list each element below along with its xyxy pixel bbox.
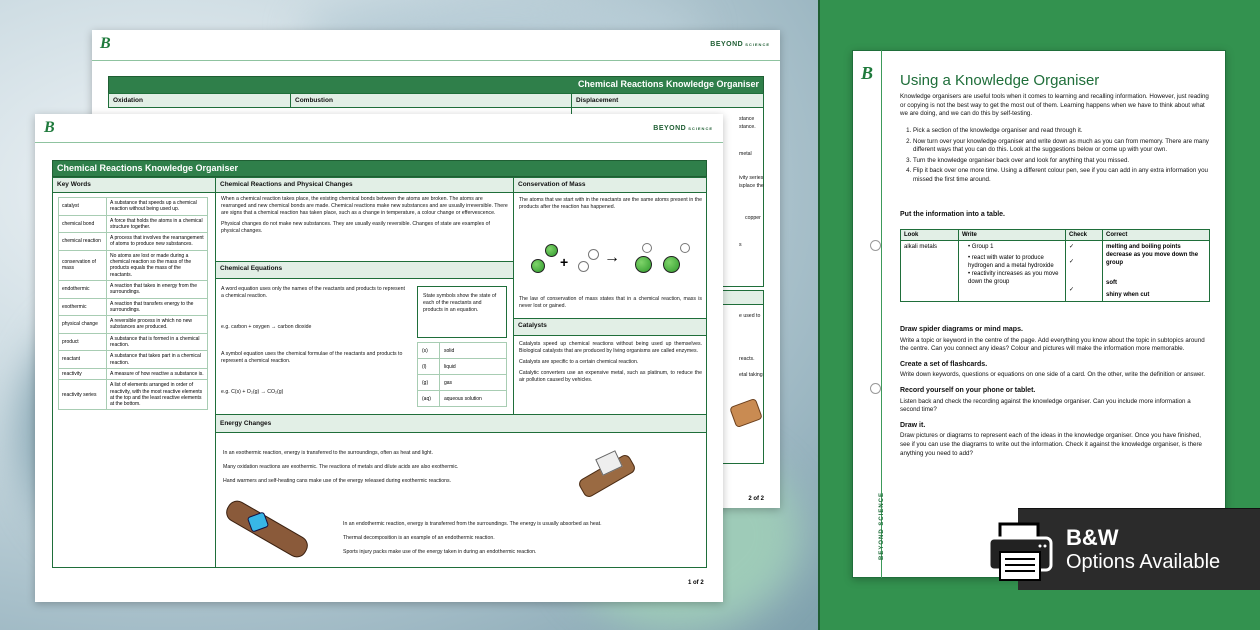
key-word-term: physical change	[59, 316, 107, 334]
key-word-term: exothermic	[59, 298, 107, 316]
key-word-term: product	[59, 333, 107, 351]
tip	[900, 387, 1212, 415]
key-word-definition: A reaction that takes in energy from the surroundings.	[107, 280, 208, 298]
key-words-heading: Key Words	[52, 177, 216, 193]
word-equation-example: e.g. carbon + oxygen → carbon dioxide	[221, 324, 312, 330]
key-word-term: endothermic	[59, 280, 107, 298]
state-symbol: (aq)	[418, 391, 440, 407]
column-header: Check	[1066, 230, 1103, 241]
tip	[900, 422, 1212, 458]
write-item: reactivity increases as you move down the group	[968, 271, 1059, 285]
conservation-text: The atoms that we start with in the reactants are the same atoms present in the products after the reaction has happened.	[519, 197, 702, 210]
key-word-term: chemical reaction	[59, 233, 107, 251]
key-word-term: catalyst	[59, 198, 107, 216]
key-word-definition: A process that involves the rearrangement of atoms to produce new substances.	[107, 233, 208, 251]
tip	[900, 326, 1212, 354]
reactions-text	[221, 196, 509, 239]
catalysts-text	[519, 341, 702, 388]
key-word-definition: A reaction that transfers energy to the surroundings.	[107, 298, 208, 316]
endo-line: Sports injury packs make use of the energy taken in during an endothermic reaction.	[343, 549, 537, 555]
text-fragment: s	[739, 242, 742, 248]
guide-tips	[900, 326, 1212, 465]
arrow: →	[604, 249, 620, 266]
combustion-heading: Combustion	[290, 93, 572, 108]
key-word-definition: A substance that is formed in a chemical reaction.	[107, 333, 208, 351]
hand-warmer-illustration	[578, 448, 638, 493]
front-title-bar: Chemical Reactions Knowledge Organiser	[52, 160, 707, 177]
table-heading: Put the information into a table.	[900, 211, 1005, 218]
check-cell	[1066, 241, 1103, 302]
badge-title: B&W	[1066, 525, 1119, 550]
reactions-heading: Chemical Reactions and Physical Changes	[215, 177, 514, 193]
state-symbol-row	[418, 375, 507, 391]
text-fragment: e used to	[739, 313, 761, 319]
physical-changes-paragraph: Physical changes do not make new substances. They are usually easily reversible. Changes of state are examples of physical changes.	[221, 221, 490, 234]
key-word-row	[59, 215, 208, 233]
plus-sign: +	[560, 254, 569, 270]
step-item: 2. Now turn over your knowledge organiser and write down as much as you can from memory. There are many different ways that you can do this. Look at the suggestions below or come up with your own.	[913, 138, 1210, 155]
page-number: 2 of 2	[748, 496, 764, 502]
look-cell: alkali metals	[901, 241, 959, 302]
symbol-equation-example: e.g. C(s) + O₂(g) → CO₂(g)	[221, 389, 284, 395]
key-word-row	[59, 351, 208, 369]
write-item: Group 1	[971, 244, 994, 250]
key-word-definition: A force that holds the atoms in a chemical structure together.	[107, 215, 208, 233]
key-word-definition: A measure of how reactive a substance is.	[107, 368, 208, 379]
exo-line: In an exothermic reaction, energy is transferred to the surroundings, often as heat and light.	[223, 450, 433, 456]
exo-line: Many oxidation reactions are exothermic. The reactions of metals and dilute acids are also exothermic.	[223, 464, 459, 470]
text-fragment: copper	[745, 215, 761, 221]
key-word-definition: A substance that takes part in a chemical reaction.	[107, 351, 208, 369]
state-symbol-row	[418, 391, 507, 407]
key-word-row	[59, 380, 208, 410]
key-word-row	[59, 298, 208, 316]
tip-text: Draw pictures or diagrams to represent each of the ideas in the knowledge organiser. Once you have finished, see if you can use the diagrams to write out the information. Check it against the knowledge organiser, is there anything you need to add?	[900, 432, 1202, 457]
key-word-definition: A list of elements arranged in order of reactivity, with the most reactive elements at the top and the least reactive elements at the bottom.	[107, 380, 208, 410]
check-mark: ✓	[1069, 287, 1075, 293]
state-symbol-row	[418, 359, 507, 375]
exothermic-text	[223, 446, 458, 488]
tip	[900, 361, 1212, 380]
text-fragment: isplace the	[739, 183, 764, 189]
state-symbols-table	[417, 342, 507, 407]
state-meaning: liquid	[440, 359, 507, 375]
guide-title: Using a Knowledge Organiser	[900, 72, 1100, 89]
key-word-row	[59, 333, 208, 351]
beyond-logo: B	[861, 63, 874, 83]
punch-hole	[870, 240, 881, 251]
text-fragment: etal taking	[739, 372, 763, 378]
energy-heading: Energy Changes	[215, 414, 707, 433]
state-symbol: (g)	[418, 375, 440, 391]
reactions-paragraph: When a chemical reaction takes place, the existing chemical bonds between the atoms are broken. The atoms are rearranged and new chemical bonds are made. Chemical reactions make new substances and are usually irreversible. There are signs that a chemical reaction has taken place, such as a change in temperature, a colour change or effervescence.	[221, 196, 508, 216]
key-word-definition: No atoms are lost or made during a chemical reaction so the mass of the products equals the mass of the reactants.	[107, 250, 208, 280]
correct-item: soft	[1106, 280, 1117, 286]
brand-name: BEYOND SCIENCE	[710, 41, 770, 48]
state-symbol-row	[418, 343, 507, 359]
key-word-term: reactivity series	[59, 380, 107, 410]
oxidation-heading: Oxidation	[108, 93, 291, 108]
endothermic-text	[343, 517, 602, 559]
text-fragment: stance.	[739, 124, 756, 130]
look-write-check-table	[900, 229, 1210, 302]
badge-subtitle: Options Available	[1066, 551, 1221, 573]
catalysts-paragraph: Catalysts are specific to a certain chemical reaction.	[519, 359, 639, 365]
tip-title: Create a set of flashcards.	[900, 360, 988, 368]
correct-item: melting and boiling points decrease as you move down the group	[1106, 244, 1199, 266]
column-header: Write	[959, 230, 1066, 241]
side-brand: BEYOND SCIENCE	[879, 492, 885, 561]
text-fragment: ivity series	[739, 175, 764, 181]
catalysts-paragraph: Catalysts speed up chemical reactions without being used up themselves. Biological catalysts that are produced by living organisms are called enzymes.	[519, 341, 702, 354]
guide-steps	[904, 127, 1210, 185]
write-cell: • Group 1 • react with water to produce hydrogen and a metal hydroxide • reactivity increases as you move down the group	[959, 241, 1066, 302]
key-word-row	[59, 316, 208, 334]
tip-text: Write a topic or keyword in the centre of the page. Add everything you know about the topic in subtopics around the centre. Can you connect any ideas? Colour and pictures will make the information more memorable.	[900, 336, 1205, 353]
key-word-row	[59, 198, 208, 216]
tip-title: Record yourself on your phone or tablet.	[900, 386, 1036, 394]
conservation-heading: Conservation of Mass	[513, 177, 707, 193]
printer-icon	[986, 521, 1056, 585]
exo-line: Hand warmers and self-heating cans make use of the energy released during exothermic reactions.	[223, 478, 452, 484]
bw-options-badge	[1018, 508, 1260, 590]
correct-cell	[1103, 241, 1210, 302]
key-word-row	[59, 368, 208, 379]
catalysts-heading: Catalysts	[513, 318, 707, 336]
equations-heading: Chemical Equations	[215, 261, 514, 279]
key-word-term: reactant	[59, 351, 107, 369]
guide-intro: Knowledge organisers are useful tools when it comes to learning and recalling information. However, just reading or copying is not the best way to get the most out of them. Learning happens when we have to think about what we are doing, and we can do this by self-testing.	[900, 93, 1209, 118]
check-mark: ✓	[1069, 259, 1075, 265]
beyond-logo: B	[100, 35, 111, 52]
punch-hole	[870, 383, 881, 394]
endo-line: Thermal decomposition is an example of an endothermic reaction.	[343, 535, 495, 541]
key-word-row	[59, 250, 208, 280]
column-header: Correct	[1103, 230, 1210, 241]
key-word-row	[59, 280, 208, 298]
page-number: 1 of 2	[688, 580, 704, 586]
key-word-term: reactivity	[59, 368, 107, 379]
check-mark: ✓	[1069, 244, 1075, 250]
word-equation-text: A word equation uses only the names of the reactants and products to represent a chemical reaction.	[221, 286, 405, 299]
endo-line: In an endothermic reaction, energy is transferred from the surroundings. The energy is usually absorbed as heat.	[343, 521, 602, 527]
back-title-bar: Chemical Reactions Knowledge Organiser	[108, 76, 764, 94]
state-symbols-note: State symbols show the state of each of the reactants and products in an equation.	[417, 286, 507, 338]
brand-name: BEYOND SCIENCE	[653, 125, 713, 132]
state-meaning: solid	[440, 343, 507, 359]
key-words-table	[58, 197, 208, 410]
beyond-logo: B	[44, 119, 55, 136]
key-word-definition: A reversible process in which no new substances are produced.	[107, 316, 208, 334]
state-symbol: (l)	[418, 359, 440, 375]
state-symbol: (s)	[418, 343, 440, 359]
state-meaning: aqueous solution	[440, 391, 507, 407]
tip-title: Draw spider diagrams or mind maps.	[900, 326, 1023, 333]
conservation-law-text: The law of conservation of mass states that in a chemical reaction, mass is never lost or gained.	[519, 296, 702, 309]
tip-title: Draw it.	[900, 421, 926, 429]
tip-text: Listen back and check the recording against the knowledge organiser. Can you include more information a second time?	[900, 397, 1191, 414]
correct-item: shiny when cut	[1106, 292, 1150, 298]
state-meaning: gas	[440, 375, 507, 391]
step-item: 1. Pick a section of the knowledge organiser and read through it.	[913, 127, 1210, 136]
injury-pack-illustration	[222, 500, 302, 560]
tip-text: Write down keywords, questions or equations on one side of a card. On the other, write the definition or answer.	[900, 371, 1205, 379]
key-word-term: chemical bond	[59, 215, 107, 233]
key-word-row	[59, 233, 208, 251]
displacement-heading: Displacement	[571, 93, 764, 108]
text-fragment: reacts.	[739, 356, 755, 362]
write-item: react with water to produce hydrogen and a metal hydroxide	[968, 255, 1054, 269]
key-word-term: conservation of mass	[59, 250, 107, 280]
catalysts-paragraph: Catalytic converters use an expensive metal, such as platinum, to reduce the air pollution caused by vehicles.	[519, 370, 702, 383]
text-fragment: metal	[739, 151, 752, 157]
key-word-definition: A substance that speeds up a chemical reaction without being used up.	[107, 198, 208, 216]
step-item: 4. Flip it back over one more time. Using a different colour pen, see if you can add in any extra information you missed the first time around.	[913, 167, 1210, 184]
step-item: 3. Turn the knowledge organiser back over and look for anything that you missed.	[913, 157, 1210, 166]
column-header: Look	[901, 230, 959, 241]
text-fragment: stance	[739, 116, 755, 122]
symbol-equation-text: A symbol equation uses the chemical formulae of the reactants and products to represent a chemical reaction.	[221, 351, 403, 364]
